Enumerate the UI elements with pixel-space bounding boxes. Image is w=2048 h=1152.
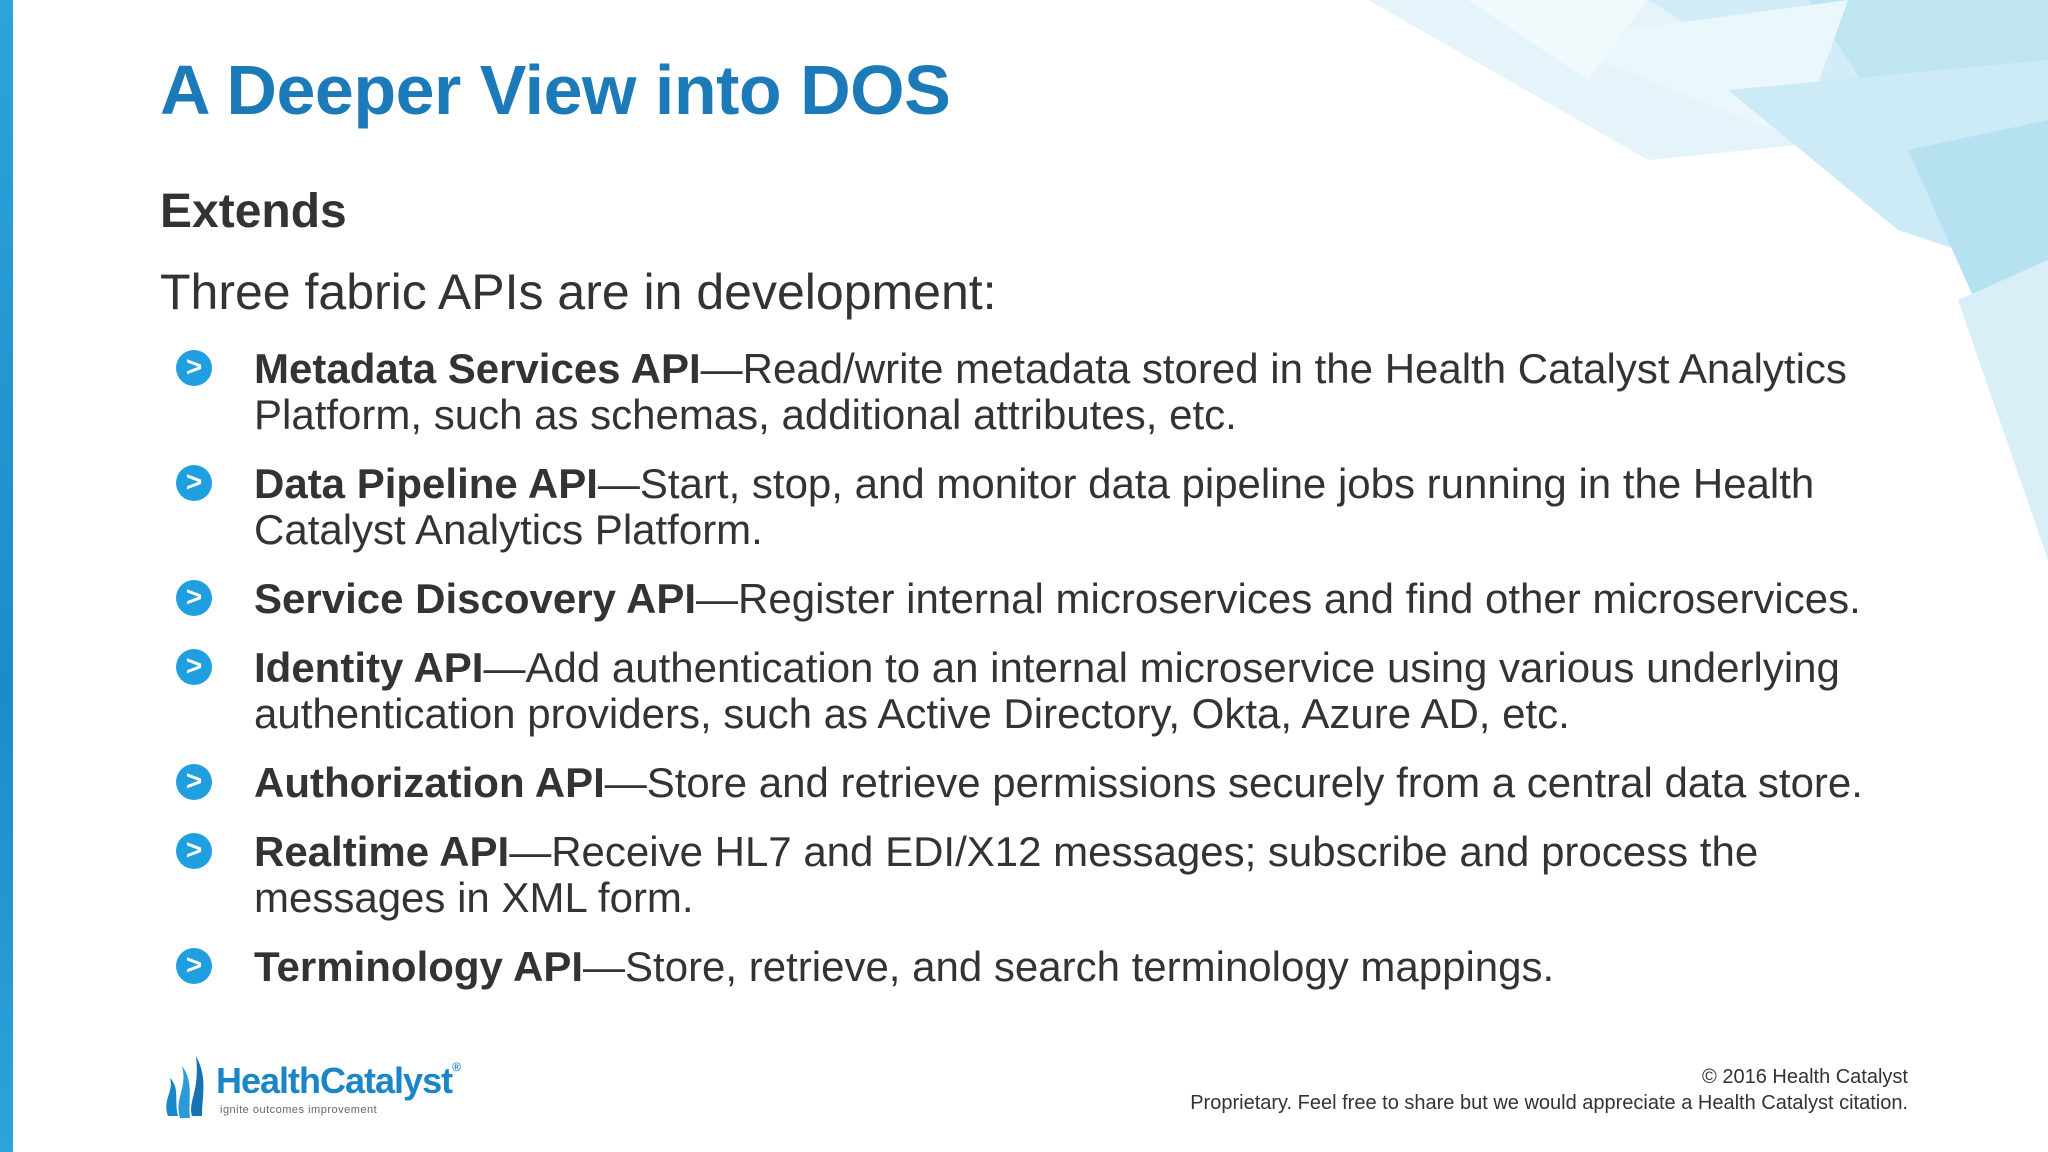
bullet-text [254,576,1861,622]
bullet-description: —Add authentication to an internal microservice using various underlying authentication providers, such as Active Directory, Okta, Azure AD, etc. [254,644,1840,737]
bullet-text [254,461,1896,553]
chevron-right-icon: > [176,764,212,800]
footer-notice: Proprietary. Feel free to share but we would appreciate a Health Catalyst citation. [1190,1092,1908,1114]
bullet-api-name: Realtime API [254,828,510,875]
logo-wordmark [216,1060,460,1102]
bullet-description: —Store and retrieve permissions securely from a central data store. [604,759,1863,806]
left-accent-bar [0,0,13,1152]
chevron-right-icon: > [176,350,212,386]
bullet-description: —Receive HL7 and EDI/X12 messages; subscribe and process the messages in XML form. [254,828,1759,921]
bullet-item-data-pipeline [176,461,1896,553]
bullet-text [254,829,1896,921]
bullet-api-name: Data Pipeline API [254,460,598,507]
logo-trademark: ® [452,1060,460,1074]
bullet-description: —Register internal microservices and find other microservices. [696,575,1861,622]
logo-brand-name: HealthCatalyst [216,1060,453,1101]
chevron-right-icon: > [176,948,212,984]
chevron-right-icon: > [176,649,212,685]
bullet-item-metadata-services [176,346,1896,438]
bullet-item-identity [176,645,1896,737]
bullet-description: —Read/write metadata stored in the Health Catalyst Analytics Platform, such as schemas, additional attributes, etc. [254,345,1847,438]
bullet-api-name: Service Discovery API [254,575,697,622]
slide-title: A Deeper View into DOS [160,51,951,129]
bullet-item-authorization [176,760,1896,806]
footer [1190,1064,1908,1116]
chevron-right-icon: > [176,833,212,869]
bullet-text [254,760,1863,806]
bullet-api-name: Authorization API [254,759,605,806]
logo-tagline: ignite outcomes improvement [220,1104,378,1116]
intro-text: Three fabric APIs are in development: [160,264,997,320]
api-bullet-list [176,346,1896,1013]
bullet-item-terminology [176,944,1896,990]
bullet-text [254,944,1554,990]
bullet-description: —Store, retrieve, and search terminology mappings. [583,943,1555,990]
bullet-description: —Start, stop, and monitor data pipeline jobs running in the Health Catalyst Analytics Platform. [254,460,1815,553]
bullet-item-service-discovery [176,576,1896,622]
flame-icon [160,1052,212,1122]
footer-copyright: © 2016 Health Catalyst [1702,1066,1908,1088]
bullet-api-name: Metadata Services API [254,345,701,392]
chevron-right-icon: > [176,465,212,501]
bullet-api-name: Identity API [254,644,484,691]
bullet-api-name: Terminology API [254,943,584,990]
bullet-text [254,346,1896,438]
bullet-text [254,645,1896,737]
chevron-right-icon: > [176,580,212,616]
health-catalyst-logo [160,1052,480,1122]
section-heading: Extends [160,185,347,238]
bullet-item-realtime [176,829,1896,921]
